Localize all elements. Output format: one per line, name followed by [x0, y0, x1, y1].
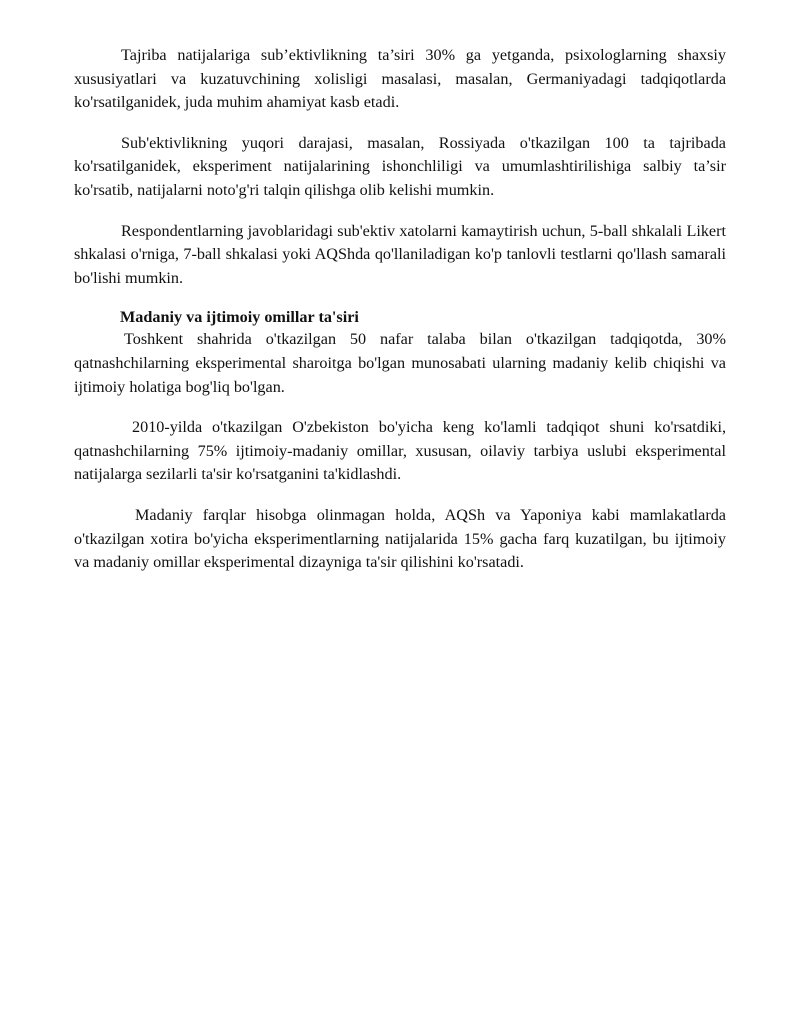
paragraph-tashkent-study: Toshkent shahrida o'tkazilgan 50 nafar talaba bilan o'tkazilgan tadqiqotda, 30% qatnashchilarning eksperimental sharoitga bo'lgan munosabati ularning madaniy kelib chiqishi va ijtimoiy holatiga bog'liq bo'lgan. [74, 330, 726, 396]
paragraph-subjectivity-high-level: Sub'ektivlikning yuqori darajasi, masalan, Rossiyada o'tkazilgan 100 ta tajribada ko'rsatilganidek, eksperiment natijalarining ishonchliligi va umumlashtirilishiga salbiy ta’sir ko'rsatib, natijalarni noto'g'ri talqin qilishga olib kelishi mumkin. [74, 133, 726, 199]
document-page [74, 44, 726, 592]
paragraph-subjectivity-30-percent: Tajriba natijalariga sub’ektivlikning ta’siri 30% ga yetganda, psixologlarning shaxsiy xususiyatlari va kuzatuvchining xolisligi masalasi, masalan, Germaniyadagi tadqiqotlarda ko'rsatilganidek, juda muhim ahamiyat kasb etadi. [74, 46, 726, 112]
paragraph-cultural-differences: Madaniy farqlar hisobga olinmagan holda, AQSh va Yaponiya kabi mamlakatlarda o'tkazilgan xotira bo'yicha eksperimentlarning natijalarida 15% gacha farq kuzatilgan, bu ijtimoiy va madaniy omillar eksperimental dizayniga ta'sir qilishini ko'rsatadi. [74, 505, 726, 572]
paragraph-2010-study: 2010-yilda o'tkazilgan O'zbekiston bo'yicha keng ko'lamli tadqiqot shuni ko'rsatdiki, qatnashchilarning 75% ijtimoiy-madaniy omillar, xususan, oilaviy tarbiya uslubi eksperimental natijalarga sezilarli ta'sir ko'rsatganini ta'kidlashdi. [74, 418, 726, 484]
paragraph-likert-scale: Respondentlarning javoblaridagi sub'ektiv xatolarni kamaytirish uchun, 5-ball shkalali Likert shkalasi o'rniga, 7-ball shkalasi yoki AQShda qo'llaniladigan ko'p tanlovli testlarni qo'llash samarali bo'lishi mumkin. [74, 221, 726, 287]
section-heading: Madaniy va ijtimoiy omillar ta'siri [120, 308, 359, 327]
